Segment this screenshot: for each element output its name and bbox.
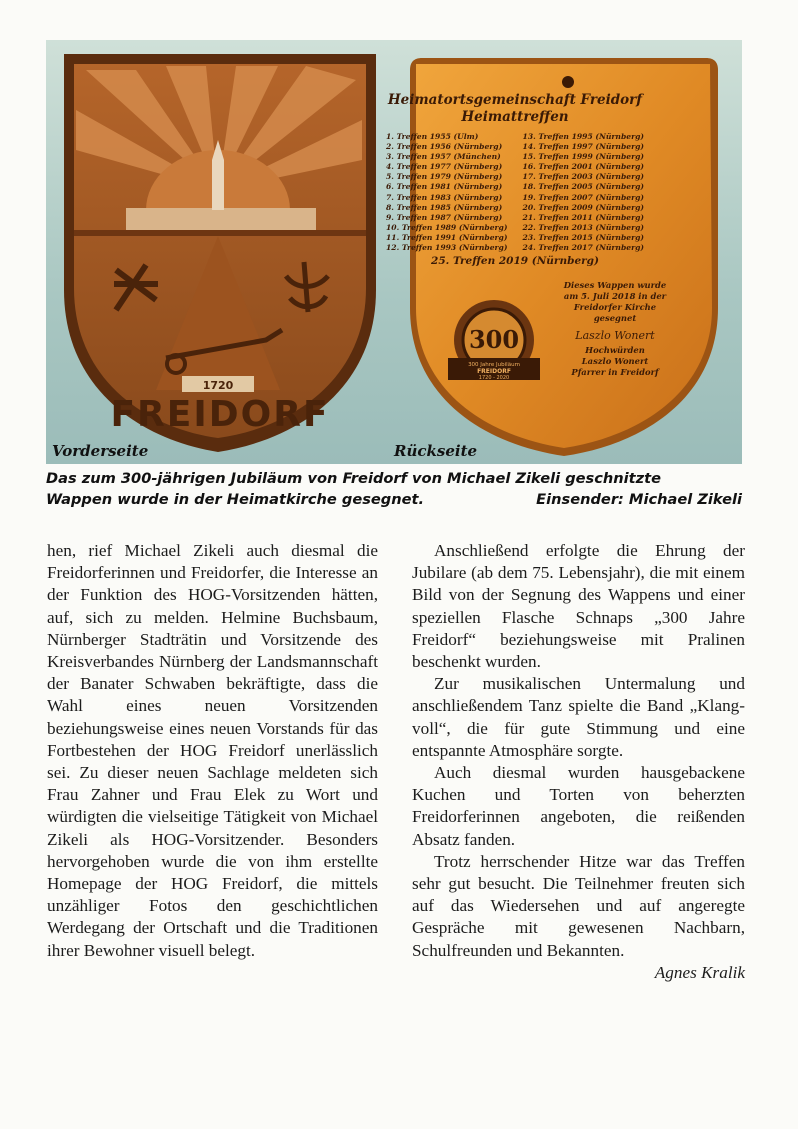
caption-line-2-text: Wappen wurde in der Heimatkirche gesegnet. bbox=[46, 491, 425, 508]
label-front-side: Vorderseite bbox=[52, 442, 149, 460]
treffen-item: 20. Treffen 2009 (Nürnberg) bbox=[522, 202, 644, 212]
label-back-side: Rückseite bbox=[394, 442, 478, 460]
treffen-item: 13. Treffen 1995 (Nürnberg) bbox=[522, 132, 644, 141]
treffen-item: 17. Treffen 2003 (Nürnberg) bbox=[522, 172, 644, 182]
front-shield-name: FREIDORF bbox=[110, 394, 330, 435]
treffen-item: 23. Treffen 2015 (Nürnberg) bbox=[522, 232, 644, 242]
treffen-item: 7. Treffen 1983 (Nürnberg) bbox=[386, 192, 503, 202]
hog-title: Heimatortsgemeinschaft Freidorf bbox=[387, 92, 643, 108]
treffen-item: 1. Treffen 1955 (Ulm) bbox=[386, 132, 479, 141]
photo-caption bbox=[46, 468, 746, 510]
front-year-text: 1720 bbox=[202, 379, 234, 392]
bless-line: Dieses Wappen wurde bbox=[563, 280, 667, 290]
treffen-item: 22. Treffen 2013 (Nürnberg) bbox=[522, 222, 644, 232]
hog-subtitle: Heimattreffen bbox=[461, 109, 569, 125]
priest-line: Hochwürden bbox=[585, 345, 645, 355]
treffen-item: 21. Treffen 2011 (Nürnberg) bbox=[522, 212, 644, 222]
treffen-item: 9. Treffen 1987 (Nürnberg) bbox=[386, 212, 503, 222]
article-column-right bbox=[412, 540, 745, 984]
priest-line: Laszlo Wonert bbox=[581, 356, 649, 366]
treffen-item: 12. Treffen 1993 (Nürnberg) bbox=[386, 243, 508, 253]
bless-line: am 5. Juli 2018 in der bbox=[563, 291, 667, 301]
signature: Laszlo Wonert bbox=[575, 329, 655, 342]
caption-sender: Einsender: Michael Zikeli bbox=[536, 491, 742, 508]
treffen-item: 10. Treffen 1989 (Nürnberg) bbox=[386, 222, 508, 232]
front-shield bbox=[64, 54, 376, 452]
article-column-left bbox=[47, 540, 378, 962]
treffen-item: 8. Treffen 1985 (Nürnberg) bbox=[386, 202, 503, 212]
seal-place-text: FREIDORF bbox=[477, 368, 511, 375]
back-shield-text bbox=[370, 92, 660, 267]
bless-line: gesegnet bbox=[593, 313, 637, 323]
treffen-item: 15. Treffen 1999 (Nürnberg) bbox=[522, 152, 644, 162]
treffen-item: 4. Treffen 1977 (Nürnberg) bbox=[386, 162, 503, 172]
treffen-item: 18. Treffen 2005 (Nürnberg) bbox=[522, 182, 644, 192]
article-photo bbox=[46, 40, 742, 464]
treffen-item: 19. Treffen 2007 (Nürnberg) bbox=[522, 192, 644, 202]
treffen-list bbox=[370, 132, 660, 253]
treffen-col-right bbox=[523, 132, 644, 253]
priest-line: Pfarrer in Freidorf bbox=[571, 367, 659, 377]
treffen-item: 5. Treffen 1979 (Nürnberg) bbox=[386, 172, 503, 182]
treffen-final: 25. Treffen 2019 (Nürnberg) bbox=[431, 255, 599, 268]
caption-line-2 bbox=[46, 489, 742, 510]
bless-line: Freidorfer Kirche bbox=[573, 302, 657, 312]
seal-number: 300 bbox=[468, 325, 520, 354]
article-paragraph: hen, rief Michael Zikeli auch diesmal die Freidorferinnen und Freidorfer, die Interesse an der Funktion des HOG-Vorsitzenden hätten, auf, sich zu melden. Helmine Buchsbaum, Nürnberger Stadträtin und Vorsitzende des Kreisverbandes Nürnberg der Landsmannschaft der Banater Schwaben bekräftigte, dass die Wahl eines neuen Vorsitzenden beziehungsweise eines neuen Vorstands für das Fortbestehen der HOG Freidorf unerlässlich sei. Zu dieser neuen Sachlage meldeten sich Frau Zahner und Frau Elek zu Wort und würdigten die vielseitige Tätigkeit von Michael Zikeli als HOG-Vorsitzender. Besonders hervorgehoben wurde die von ihm erstellte Homepage der HOG Freidorf, die mittels unzähliger Fotos den geschichtlichen Werdegang der Ortschaft und die Traditionen ihrer Bewohner visuell belegt. bbox=[47, 541, 378, 960]
treffen-item: 6. Treffen 1981 (Nürnberg) bbox=[386, 182, 503, 192]
treffen-col-left bbox=[386, 132, 507, 253]
seal-ring-text: 300 Jahre Jubiläum bbox=[468, 362, 520, 368]
treffen-item: 3. Treffen 1957 (München) bbox=[386, 152, 501, 162]
treffen-item: 11. Treffen 1991 (Nürnberg) bbox=[386, 232, 508, 242]
treffen-item: 14. Treffen 1997 (Nürnberg) bbox=[522, 142, 644, 152]
treffen-item: 24. Treffen 2017 (Nürnberg) bbox=[522, 243, 644, 253]
treffen-item: 16. Treffen 2001 (Nürnberg) bbox=[522, 162, 644, 172]
treffen-item: 2. Treffen 1956 (Nürnberg) bbox=[386, 142, 503, 152]
caption-line-1: Das zum 300-jährigen Jubiläum von Freidorf von Michael Zikeli geschnitzte bbox=[46, 470, 662, 487]
seal-years-text: 1720 - 2020 bbox=[478, 375, 510, 381]
article-paragraph: Auch diesmal wurden hausgebackene Kuchen und Torten von beherzten Freidorferinnen angeboten, die reißenden Absatz fanden. bbox=[412, 763, 745, 849]
article-paragraph: Anschließend erfolgte die Ehrung der Jubilare (ab dem 75. Lebensjahr), die mit einem Bild von der Segnung des Wappens und einer speziellen Flasche Schnaps „300 Jahre Freidorf“ beziehungsweise mit Pralinen beschenkt wurden. bbox=[412, 541, 745, 672]
blessing-note bbox=[540, 280, 690, 378]
article-paragraph: Zur musikalischen Untermalung und anschließendem Tanz spielte die Band „Klang-voll“, die für gute Stimmung und eine entspannte Atmosphäre sorgte. bbox=[412, 674, 745, 760]
article-paragraph: Trotz herrschender Hitze war das Treffen sehr gut besucht. Die Teilnehmer freuten sich auf das Wiedersehen und auf angeregte Gespräche mit gewesenen Nachbarn, Schulfreunden und Bekannten. bbox=[412, 851, 745, 960]
article-author: Agnes Kralik bbox=[654, 962, 745, 982]
